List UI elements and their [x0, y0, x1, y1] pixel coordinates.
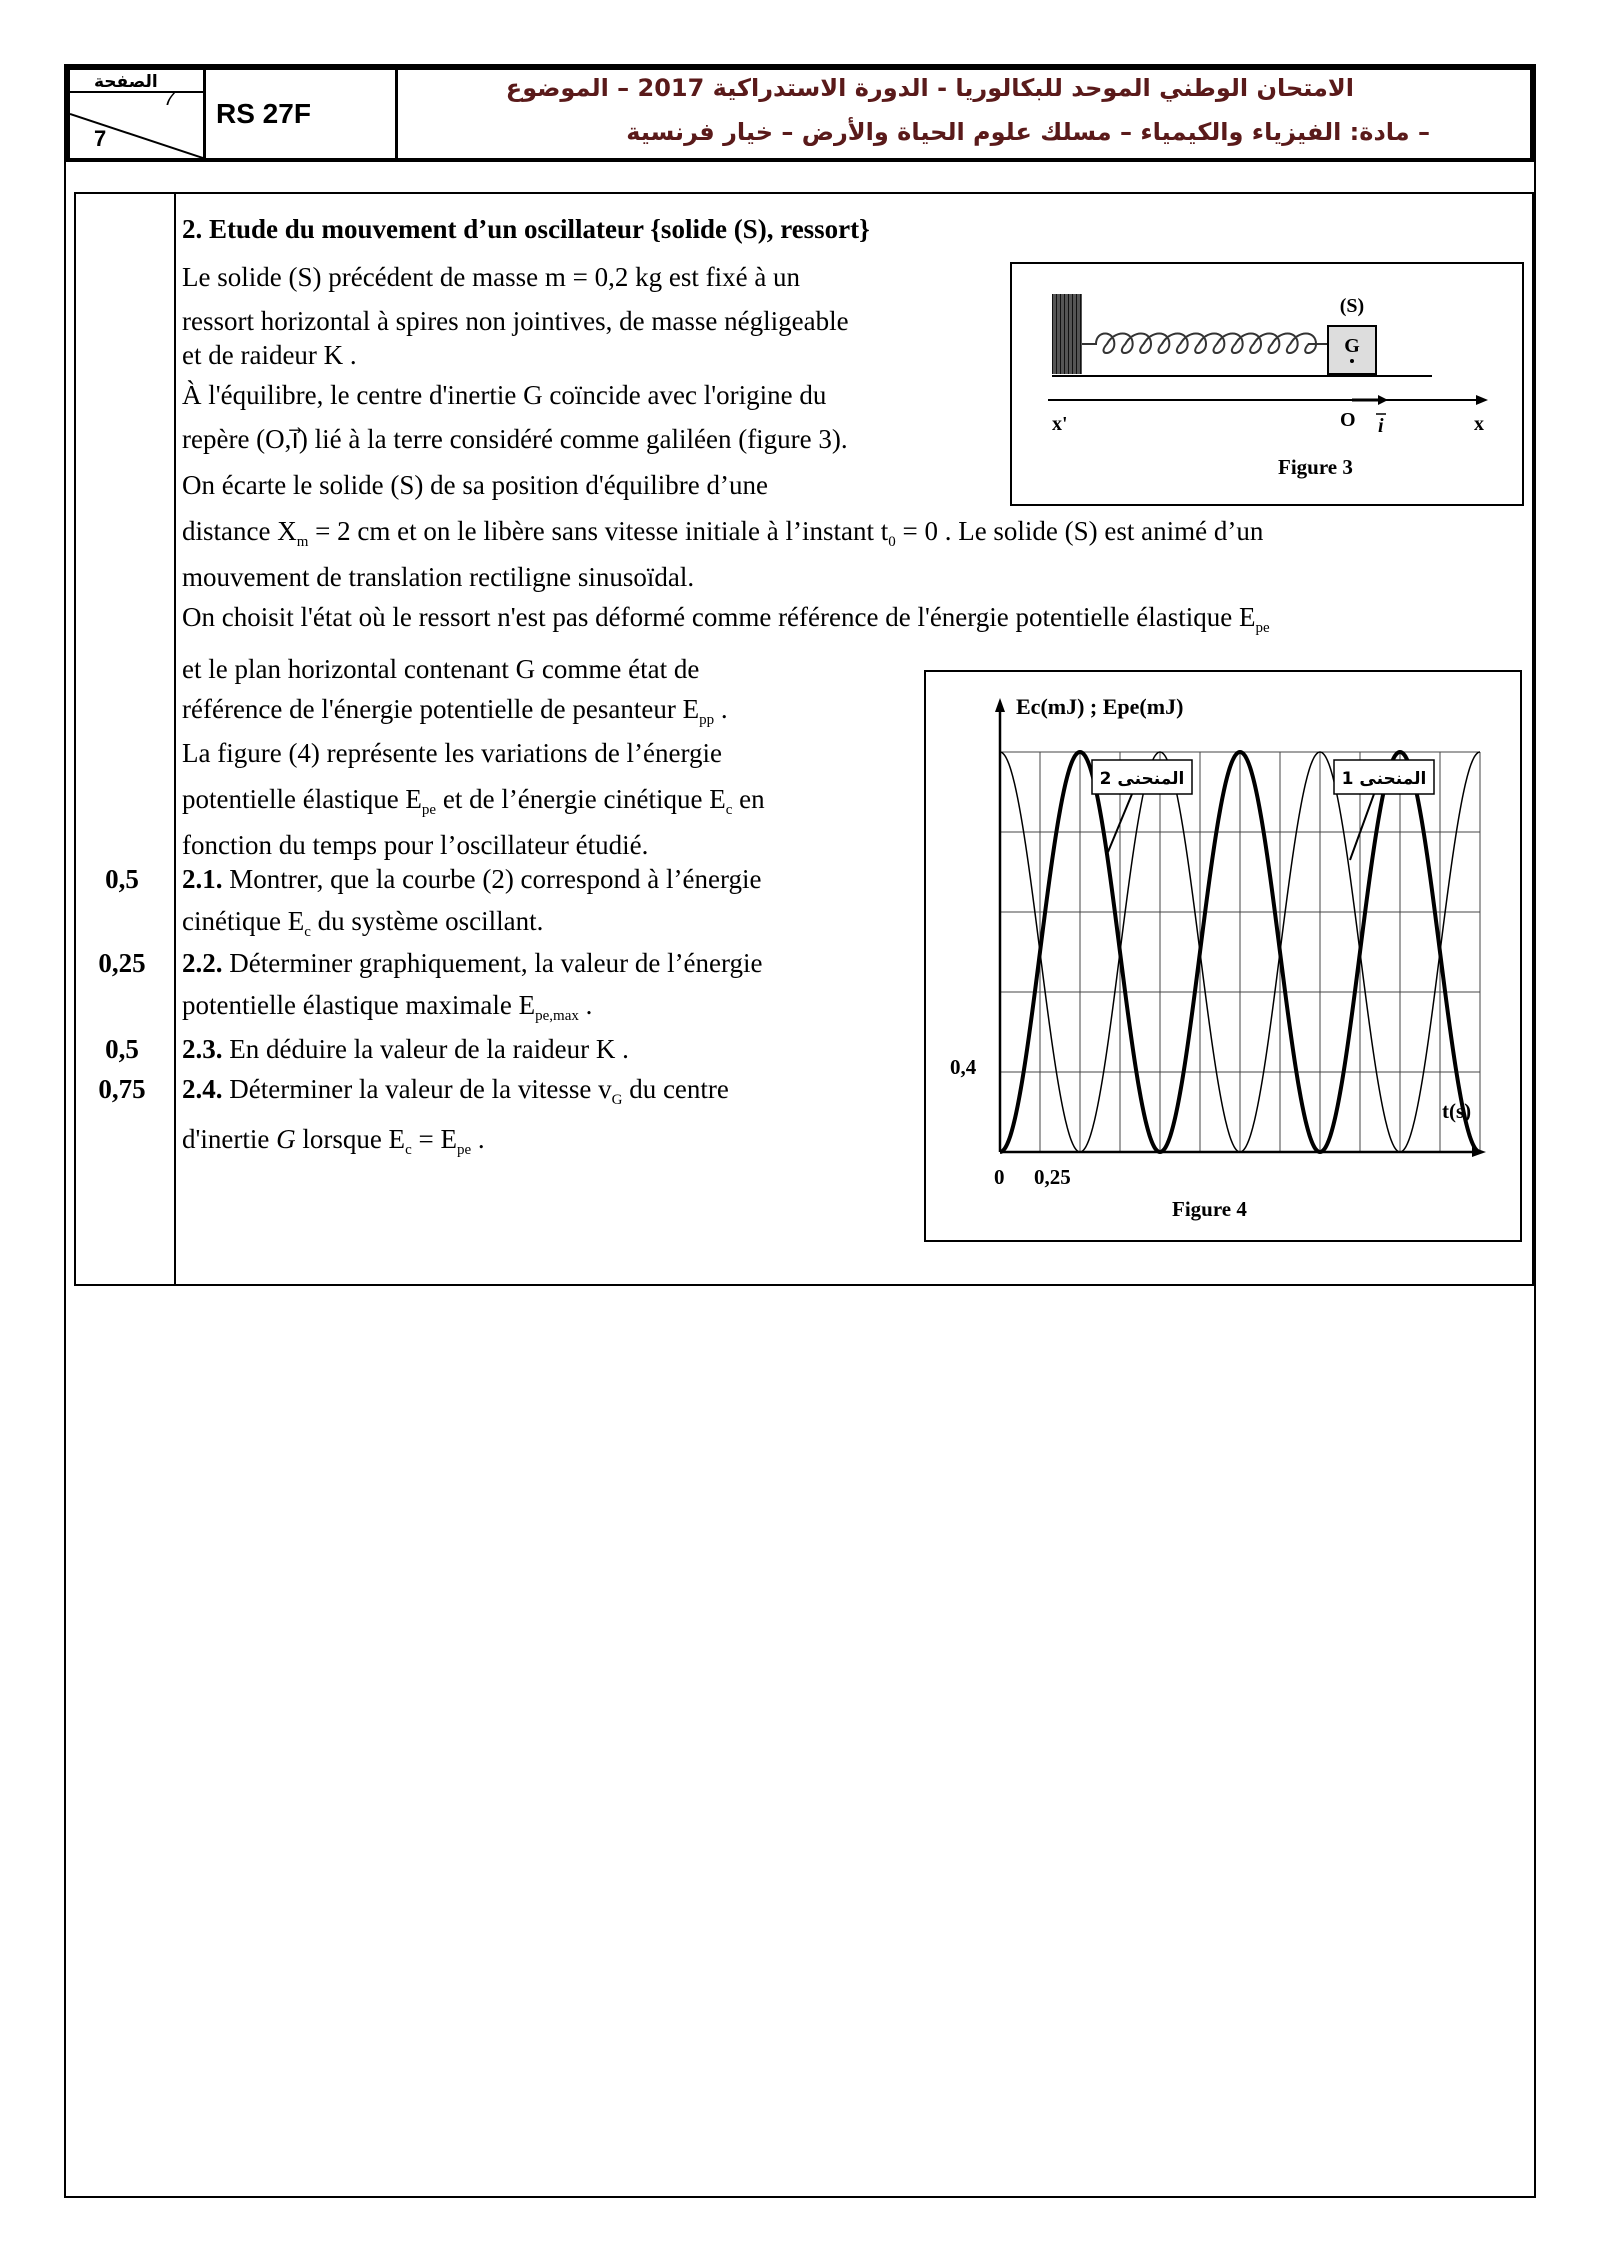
center-point	[1350, 359, 1354, 363]
question-2-3: 2.3. En déduire la valeur de la raideur K .	[182, 1034, 629, 1064]
y-tick-label: 0,4	[950, 1055, 977, 1079]
paragraph-line: repère (O,i⃗) lié à la terre considéré comme galiléen (figure 3).	[182, 424, 848, 454]
paragraph-line: On choisit l'état où le ressort n'est pas déformé comme référence de l'énergie potentielle élastique $E_{pe}$	[182, 602, 1270, 636]
points-q3: 0,5	[105, 1034, 139, 1064]
paragraph-line: La figure (4) représente les variations de l’énergie	[182, 738, 722, 768]
curve-2-label: المنحنى 2	[1099, 769, 1185, 789]
x-axis-label: t(s)	[1442, 1099, 1472, 1123]
paragraph-line: référence de l'énergie potentielle de pesanteur $E_{pp}$ .	[182, 694, 728, 728]
section-title: 2. Etude du mouvement d’un oscillateur {solide (S), ressort}	[182, 214, 870, 244]
exam-title-line2: – مادة: الفيزياء والكيمياء – مسلك علوم الحياة والأرض – خيار فرنسية	[626, 118, 1430, 146]
y-axis-arrow	[995, 698, 1005, 712]
unit-vector-label: i	[1378, 415, 1384, 437]
question-2-1-cont: cinétique $E_c$ du système oscillant.	[182, 906, 544, 940]
paragraph-line: distance $X_m = 2$ cm et on le libère sans vitesse initiale à l’instant $t_0 = 0$ . Le solide (S) est animé d’un	[182, 516, 1264, 550]
paragraph-line: mouvement de translation rectiligne sinusoïdal.	[182, 562, 695, 592]
curve-1-pointer	[1350, 794, 1374, 860]
question-2-1: 2.1. Montrer, que la courbe (2) correspond à l’énergie	[182, 864, 762, 894]
solid-label: (S)	[1339, 295, 1365, 317]
x-tick-label: 0,25	[1034, 1165, 1071, 1189]
exam-title-line1: الامتحان الوطني الموحد للبكالوريا - الدورة الاستدراكية 2017 – الموضوع	[505, 74, 1354, 102]
spring-mass-diagram	[1012, 264, 1522, 504]
paragraph-line: et de raideur K .	[182, 340, 357, 370]
paragraph-line: fonction du temps pour l’oscillateur étudié.	[182, 830, 649, 860]
x-axis-arrow	[1472, 1147, 1486, 1157]
axis-left-label: x'	[1052, 413, 1068, 435]
question-2-4-cont: d'inertie G lorsque $E_c = E_{pe}$ .	[182, 1124, 485, 1158]
y-axis-label: Ec(mJ) ; Epe(mJ)	[1016, 694, 1184, 719]
points-q1: 0,5	[105, 864, 139, 894]
points-q4: 0,75	[98, 1074, 146, 1104]
figure-3-caption: Figure 3	[1278, 455, 1353, 479]
chart-grid	[1000, 752, 1480, 1152]
paragraph-line: On écarte le solide (S) de sa position d'équilibre d’une	[182, 470, 768, 500]
curve-1-label: المنحنى 1	[1341, 769, 1427, 789]
unit-vector-arrow	[1378, 395, 1388, 405]
paragraph-line: et le plan horizontal contenant G comme état de	[182, 654, 700, 684]
page-label: الصفحة	[94, 72, 158, 92]
energy-chart	[926, 672, 1520, 1240]
paragraph-line: À l'équilibre, le centre d'inertie G coïncide avec l'origine du	[182, 380, 827, 410]
axis-right-label: x	[1474, 413, 1484, 435]
paragraph-line: ressort horizontal à spires non jointives, de masse négligeable	[182, 306, 849, 336]
points-column-separator	[174, 192, 176, 1286]
x-axis-arrow	[1476, 395, 1488, 405]
paragraph-line: potentielle élastique $E_{pe}$ et de l’énergie cinétique $E_c$ en	[182, 784, 765, 818]
spring	[1082, 334, 1328, 354]
points-q2: 0,25	[98, 948, 146, 978]
exam-title	[398, 70, 1530, 158]
paragraph-line: Le solide (S) précédent de masse m = 0,2 kg est fixé à un	[182, 262, 801, 292]
page-number: 7	[94, 126, 107, 151]
page-total: 7	[164, 88, 176, 110]
exam-code: RS 27F	[206, 70, 398, 158]
exam-header	[66, 66, 1534, 162]
origin-label: O	[1340, 409, 1356, 431]
center-label: G	[1344, 335, 1360, 357]
figure-4-caption: Figure 4	[1172, 1197, 1247, 1221]
question-2-2: 2.2. Déterminer graphiquement, la valeur de l’énergie	[182, 948, 763, 978]
page-number-box	[70, 70, 206, 158]
wall	[1052, 294, 1082, 374]
question-2-2-cont: potentielle élastique maximale $E_{pe,max}$ .	[182, 990, 593, 1024]
question-2-4: 2.4. Déterminer la valeur de la vitesse $v_G$ du centre	[182, 1074, 729, 1108]
x-origin-label: 0	[994, 1165, 1005, 1189]
figure-4	[924, 670, 1522, 1242]
figure-3	[1010, 262, 1524, 506]
